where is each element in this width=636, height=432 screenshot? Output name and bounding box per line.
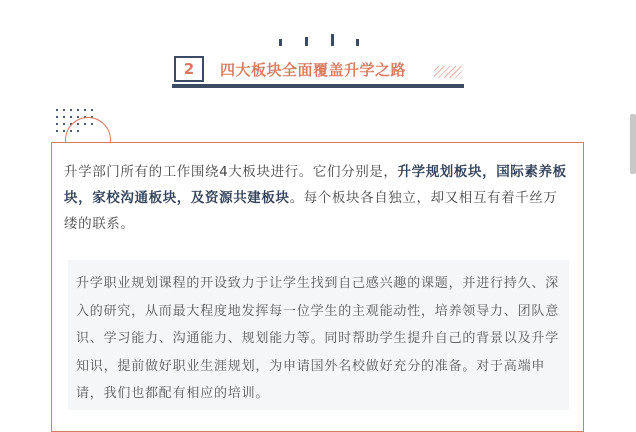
career-planning-box [68, 260, 569, 410]
intro-text-end: 。每个板块各自独立，却又相互有着千丝万缕的联系。 [64, 190, 558, 232]
scrollbar-thumb[interactable] [630, 114, 636, 174]
slash-decoration [434, 66, 462, 78]
tick-mark [279, 39, 282, 46]
intro-text-bold: 升学规划板块，国际素养板块，家校沟通板块，及资源共建板块 [64, 164, 567, 206]
career-planning-text: 升学职业规划课程的开设致力于让学生找到自己感兴趣的课题，并进行持久、深入的研究，从而最大程度地发挥每一位学生的主观能动性，培养领导力、团队意识、学习能力、沟通能力、规划能力等。同时帮助学生提升自己的背景以及升学知识，提前做好职业生涯规划，为申请国外名校做好充分的准备。对于高端申请，我们也都配有相应的培训。 [76, 276, 560, 401]
section-number-badge: 2 [174, 56, 204, 82]
tick-mark [331, 34, 334, 46]
tick-mark [305, 37, 308, 46]
section-header [172, 56, 464, 88]
header-tick-marks [279, 34, 359, 46]
tick-mark [356, 39, 359, 46]
intro-paragraph [64, 159, 571, 237]
header-underline [172, 84, 464, 88]
content-card [51, 142, 584, 432]
section-title: 四大板块全面覆盖升学之路 [220, 61, 407, 79]
intro-text-start: 升学部门所有的工作围绕4大板块进行。它们分别是， [64, 164, 398, 180]
